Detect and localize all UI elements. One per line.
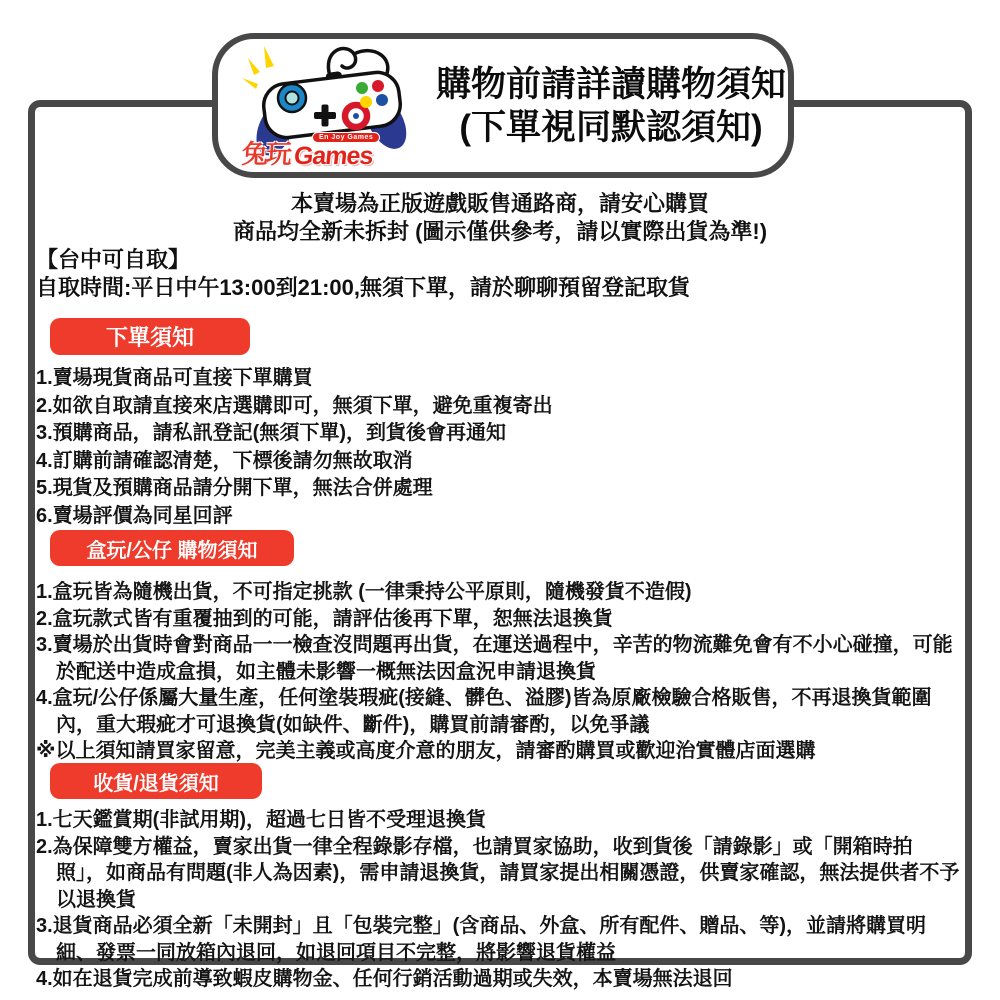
- boxtoy-notice-badge: 盒玩/公仔 購物須知: [50, 530, 294, 566]
- notice-item: 2.如欲自取請直接來店選購即可，無須下單，避免重複寄出: [36, 394, 553, 417]
- return-notice-badge: 收貨/退貨須知: [50, 763, 262, 799]
- intro-line1: 本賣場為正版遊戲販售通路商，請安心購買: [290, 191, 709, 216]
- page-title: [436, 62, 786, 149]
- pickup-detail: 自取時間:平日中午13:00到21:00,無須下單，請於聊聊預留登記取貨: [36, 275, 690, 300]
- page-title-line1: 購物前請詳讀購物須知: [436, 64, 787, 104]
- notice-item: 5.現貨及預購商品請分開下單，無法合併處理: [36, 477, 433, 499]
- notice-item: 2.盒玩款式皆有重覆抽到的可能，請評估後再下單，恕無法退換貨: [36, 607, 613, 630]
- brand-name-english: Games: [292, 142, 374, 170]
- return-notice-list: [36, 807, 962, 993]
- brand-tagline: En Joy Games: [312, 132, 380, 143]
- pickup-title: 【台中可自取】: [36, 247, 191, 272]
- notice-item: 1.七天鑑賞期(非試用期)，超過七日皆不受理退換貨: [36, 809, 486, 831]
- brand-logo: [228, 38, 436, 173]
- intro-line2: 商品均全新未拆封 (圖示僅供參考，請以實際出貨為準!): [232, 219, 768, 244]
- page-title-line2: (下單視同默認須知): [459, 107, 763, 147]
- notice-item: 4.如在退貨完成前導致蝦皮購物金、任何行銷活動過期或失效，本賣場無法退回: [36, 968, 733, 990]
- notice-item: 4.盒玩/公仔係屬大量生產，任何塗裝瑕疵(接縫、髒色、溢膠)皆為原廠檢驗合格販售，不再退換貨範圍內，重大瑕疵才可退換貨(如缺件、斷件)，購買前請審酌，以免爭議: [36, 687, 932, 736]
- notice-item: 3.賣場於出貨時會對商品一一檢查沒問題再出貨，在運送過程中，辛苦的物流難免會有不小心碰撞，可能於配送中造成盒損，如主體未影響一概無法因盒況申請退換貨: [36, 634, 953, 683]
- boxtoy-notice-list: [36, 579, 962, 765]
- notice-item: 1.賣場現貨商品可直接下單購買: [36, 367, 313, 389]
- notice-item: ※以上須知請買家留意，完美主義或高度介意的朋友，請審酌購買或歡迎治實體店面選購: [36, 740, 816, 762]
- notice-item: 3.退貨商品必須全新「未開封」且「包裝完整」(含商品、外盒、所有配件、贈品、等)，並請將購買明細、發票一同放箱內退回，如退回項目不完整，將影響退貨權益: [36, 915, 926, 964]
- notice-item: 3.預購商品，請私訊登記(無須下單)，到貨後會再通知: [36, 422, 506, 444]
- header-bubble: [212, 33, 794, 178]
- intro-text: [0, 190, 1000, 246]
- order-notice-list: [36, 365, 962, 530]
- notice-item: 2.為保障雙方權益，賣家出貨一律全程錄影存檔，也請買家協助，收到貨後「請錄影」或「開箱時拍照」，如商品有問題(非人為因素)，需申請退換貨，請買家提出相關憑證，供賣家確認，無法提供者不予以退換貨: [36, 835, 960, 911]
- notice-item: 6.賣場評價為同星回評: [36, 504, 233, 527]
- pickup-note: [36, 246, 690, 302]
- brand-text: [242, 134, 372, 171]
- brand-name-chinese: 兔玩: [240, 139, 291, 169]
- notice-item: 4.訂購前請確認清楚，下標後請勿無故取消: [36, 449, 413, 472]
- notice-item: 1.盒玩皆為隨機出貨，不可指定挑款 (一律秉持公平原則，隨機發貨不造假): [36, 581, 692, 603]
- order-notice-badge: 下單須知: [50, 318, 250, 355]
